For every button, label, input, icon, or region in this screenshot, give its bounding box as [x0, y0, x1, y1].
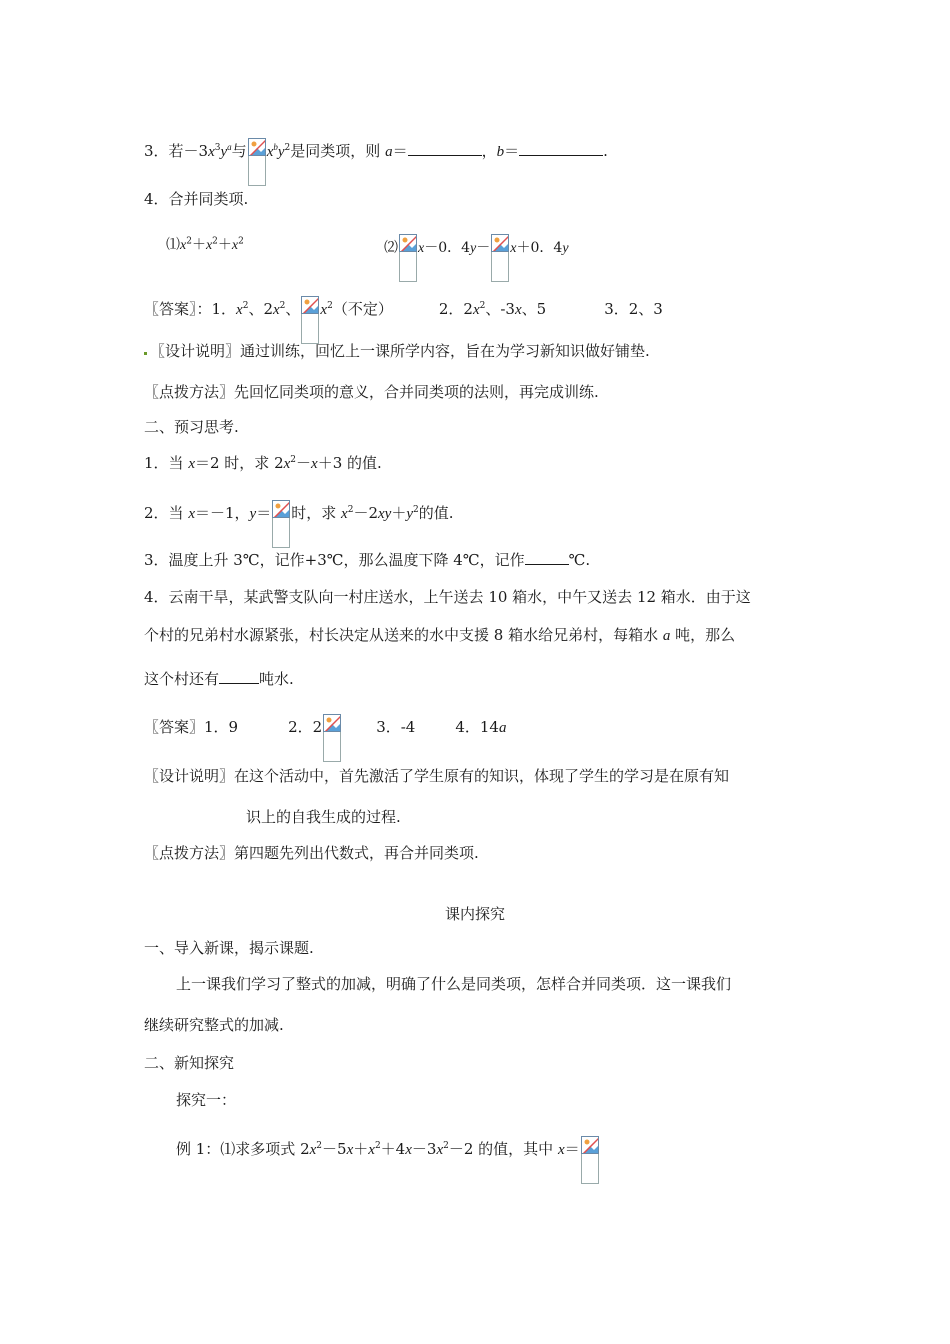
- intro-paragraph-line-1: 上一课我们学习了整式的加减，明确了什么是同类项，怎样合并同类项．这一课我们: [176, 975, 732, 993]
- design-note-2-line-2: 识上的自我生成的过程.: [246, 808, 401, 826]
- broken-image-icon: [491, 234, 509, 282]
- answer-2: 〖答案〗1．9 2．2 3．-4 4．14a: [144, 714, 506, 762]
- broken-image-icon: [248, 138, 266, 186]
- question-4-part-1: $⑴x^2+x^2+x^2$: [166, 236, 244, 253]
- question-4: 4．合并同类项.: [144, 190, 249, 208]
- broken-image-icon: [272, 500, 290, 548]
- section-2-title: 二、预习思考.: [144, 418, 239, 436]
- answer-blank-a[interactable]: [408, 141, 482, 156]
- preview-question-2: 2．当 x＝－1，y＝ 时，求 $x^2-2xy+y^2$的值.: [144, 500, 454, 548]
- broken-image-icon: [323, 714, 341, 762]
- preview-question-4-line-2: 个村的兄弟村水源紧张，村长决定从送来的水中支援 8 箱水给兄弟村，每箱水 a 吨，那么: [144, 626, 736, 644]
- answer-blank-temperature[interactable]: [525, 550, 569, 565]
- broken-image-icon: [301, 296, 319, 344]
- example-1: 例 1：⑴求多项式 $2x^2-5x+x^2+4x-3x^2-2$ 的值，其中 x＝: [176, 1136, 600, 1184]
- broken-image-icon: [581, 1136, 599, 1184]
- answer-blank-water[interactable]: [219, 669, 259, 684]
- marker-dot: [144, 352, 147, 355]
- intro-paragraph-line-2: 继续研究整式的加减.: [144, 1016, 284, 1034]
- preview-question-3: 3．温度上升 3℃，记作+3℃，那么温度下降 4℃，记作 ℃.: [144, 551, 591, 569]
- design-note-2-line-1: 〖设计说明〗在这个活动中，首先激活了学生原有的知识，体现了学生的学习是在原有知: [144, 767, 730, 785]
- question-3: 3．若$-3x^3y^a$与 $x^by^2$是同类项，则 a＝ ，b＝ .: [144, 138, 608, 186]
- design-note-1: 〖设计说明〗通过训练，回忆上一课所学内容，旨在为学习新知识做好铺垫.: [150, 342, 650, 360]
- preview-question-1: 1．当 x＝2 时，求 $2x^2-x+3$ 的值.: [144, 454, 382, 472]
- section-1-title: 一、导入新课，揭示课题.: [144, 939, 314, 957]
- preview-question-4-line-1: 4．云南干旱，某武警支队向一村庄送水，上午送去 10 箱水，中午又送去 12 箱水．由于这: [144, 588, 751, 606]
- method-note-1: 〖点拨方法〗先回忆同类项的意义，合并同类项的法则，再完成训练.: [144, 383, 599, 401]
- answer-1: 〖答案〗：1．$x^2$、$2x^2$、 $x^2$（不定） 2．$2x^2$、-3x、5 3．2、3: [144, 296, 663, 344]
- explore-label: 探究一：: [176, 1091, 237, 1109]
- answer-blank-b[interactable]: [519, 141, 603, 156]
- section-2b-title: 二、新知探究: [144, 1054, 235, 1072]
- preview-question-4-line-3: 这个村还有 吨水.: [144, 670, 294, 688]
- method-note-2: 〖点拨方法〗第四题先列出代数式，再合并同类项.: [144, 844, 479, 862]
- section-heading: 课内探究: [444, 905, 505, 923]
- question-4-part-2: ⑵ x－0．4y－ x＋0．4y: [384, 234, 569, 282]
- broken-image-icon: [399, 234, 417, 282]
